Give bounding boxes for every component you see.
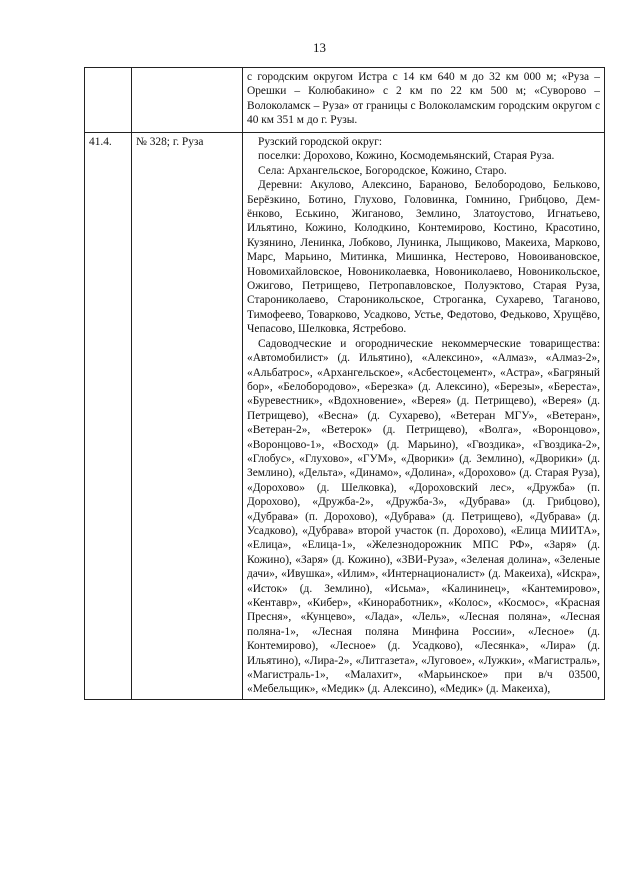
- sela-text: Села: Архангельское, Богородское, Кожино, Старо.: [258, 164, 507, 177]
- okrug-heading: Рузский городской округ:: [258, 136, 383, 148]
- page-number: 13: [313, 40, 326, 55]
- derevni-text: Деревни: Акулово, Алексино, Бараново, Белобородово, Бельково, Берёзкино, Ботино, Глухово, Головинка, Гомнино, Грибцово, Демёнково, Еськино, Жиганово, Землино, Златоустово, Игнатьево, Ильятино, Кожино, Колодкино, Контемирово, Костино, Красотино, Кузянино, Ленинка, Лобково, Лунинка, Лыщиково, Макеиха, Марково, Марс, Марьино, Митинка, Мишинка, Нестерово, Новоивановское, Новомихайловское, Новониколаевка, Новониколаево, Новоникольское, Ожигово, Петрищево, Петропавловское, Полуэктово, Старая Руза, Старониколаево, Староникольское, Строганка, Сухарево, Таганово, Тимофеево, Товарково, Усадково, Устье, Федотово, Федьково, Хрущёво, Чепасово, Шелковка, Ястребово.: [247, 179, 600, 336]
- routes-table: [84, 67, 605, 700]
- route-cell: № 328; г. Руза: [132, 133, 243, 700]
- description-cell: [243, 68, 605, 133]
- table-row: [85, 133, 605, 700]
- description-cell: [243, 133, 605, 700]
- poselki-text: поселки: Дорохово, Кожино, Космодемьянский, Старая Руза.: [258, 150, 555, 163]
- route-cell: [132, 68, 243, 133]
- table-row: [85, 68, 605, 133]
- snt-text: Садоводческие и огороднические некоммерческие товарищества: «Автомобилист» (д. Ильятино), «Алексино», «Алмаз», «Алмаз-2», «Альбатрос», «Архангельское», «Асбестоцемент», «Астра», «Багряный бор», «Белобородово», «Березка» (д. Алексино), «Березы», «Береста», «Буревестник», «Вдохновение», «Верея» (д. Петрищево), «Верея» (д. Петрищево), «Весна» (д. Сухарево), «Ветеран МГУ», «Ветеран», «Ветеран-2», «Ветерок» (д. Петрищево), «Волга», «Воронцово», «Воронцово-1», «Восход» (д. Марьино), «Гвоздика», «Гвоздика-2», «Глобус», «Глухово», «ГУМ», «Дворики» (д. Землино), «Дворики» (д. Землино), «Дельта», «Динамо», «Долина», «Дорохово» (д. Старая Руза), «Дорохово» (д. Шелковка), «Дороховский лес», «Дружба» (п. Дорохово), «Дружба-2», «Дружба-3», «Дубрава» (д. Грибцово), «Дубрава» (п. Дорохово), «Дубрава» (д. Петрищево), «Дубрава» (д. Усадково), «Дубрава» второй участок (п. Дорохово), «Елица МИИТА», «Елица», «Елица-1», «Железнодорожник МПС РФ», «Заря» (д. Кожино), «Заря» (д. Кожино), «ЗВИ-Руза», «Зеленая долина», «Зеленые дачи», «Ивушка», «Илим», «Интернационалист» (д. Макеиха), «Искра», «Исток» (д. Землино), «Исьма», «Калининец», «Кантемирово», «Кентавр», «Кибер», «Кинорaботник», «Колос», «Космос», «Красная Пресня», «Кунцево», «Лада», «Лель», «Лесная поляна», «Лесная поляна-1», «Лесная поляна Минфина России», «Лесное» (д. Контемирово), «Лесное» (д. Усадково), «Лесянка», «Лира» (д. Ильятино), «Лира-2», «Литгазета», «Луговое», «Лужки», «Магистраль», «Магистраль-1», «Малахит», «Марьинское» при в/ч 03500, «Мебельщик», «Медик» (д. Алексино), «Медик» (д. Макеиха),: [247, 337, 600, 696]
- continuation-text: с городским округом Истра с 14 км 640 м до 32 км 000 м; «Руза – Орешки – Колюбакино» с 2 км по 22 км 500 м; «Суворово – Волоколамск – Руза» от границы с Волоколамским городским округом с 40 км 351 м до г. Рузы.: [247, 71, 600, 127]
- row-number-cell: 41.4.: [85, 133, 132, 700]
- row-number-cell: [85, 68, 132, 133]
